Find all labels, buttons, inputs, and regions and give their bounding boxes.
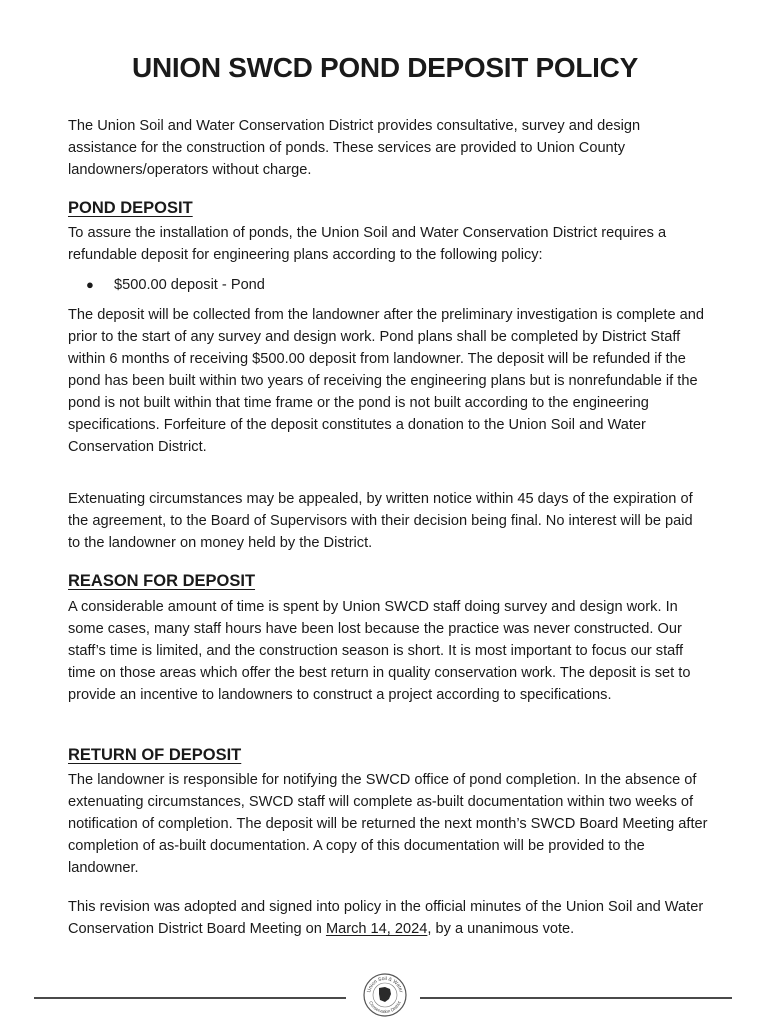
adoption-text-before: This revision was adopted and signed into policy in the official minutes of the Union Soil and Water Conservation District Board Meeting on	[68, 899, 704, 937]
signature-line-right	[420, 997, 732, 999]
intro-paragraph: The Union Soil and Water Conservation District provides consultative, survey and design assistance for the construction of ponds. These services are provided to Union County landowners/operators without charge.	[68, 118, 641, 178]
adoption-paragraph	[68, 896, 708, 940]
deposit-bullet-text: $500.00 deposit - Pond	[114, 277, 265, 293]
adoption-text-after: , by a unanimous vote.	[427, 921, 575, 937]
pond-deposit-paragraph-1: The deposit will be collected from the landowner after the preliminary investigation is complete and prior to the start of any survey and design work. Pond plans shall be completed by District Staff within 6 months of receiving $500.00 deposit from landowner. The deposit will be refunded if the pond has been built within two years of receiving the engineering plans but is nonrefundable if the pond is not built within that time frame or the pond is not built according to the engineering specifications. Forfeiture of the deposit constitutes a donation to the Union Soil and Water Conservation District.	[68, 307, 704, 455]
return-paragraph: The landowner is responsible for notifying the SWCD office of pond completion. In the absence of extenuating circumstances, SWCD staff will complete as-built documentation within two weeks of notification of completion. The deposit will be returned the next month’s SWCD Board Meeting after completion of as-built documentation. A copy of this documentation will be provided to the landowner.	[68, 772, 708, 876]
pond-deposit-text: To assure the installation of ponds, the Union Soil and Water Conservation District requires a refundable deposit for engineering plans according to the following policy:	[68, 225, 667, 263]
pond-deposit-heading: POND DEPOSIT	[68, 199, 193, 217]
bullet-icon: ●	[86, 277, 94, 292]
reason-paragraph: A considerable amount of time is spent by Union SWCD staff doing survey and design work. In some cases, many staff hours have been lost because the practice was never constructed. Our staff’s time is limited, and the construction season is short. It is most important to focus our staff time on those areas which offer the best return in quality conservation work. The deposit is set to provide an incentive to landowners to construct a project according to specifications.	[68, 599, 691, 703]
pond-deposit-paragraph-2: Extenuating circumstances may be appealed, by written notice within 45 days of the expiration of the agreement, to the Board of Supervisors with their decision being final. No interest will be paid to the landowner on money held by the District.	[68, 491, 693, 551]
page-title: UNION SWCD POND DEPOSIT POLICY	[132, 52, 638, 83]
seal-bottom-text: Conservation District	[368, 1000, 402, 1015]
seal-top-text: Union Soil & Water	[366, 975, 404, 994]
deposit-bullet-item	[86, 274, 686, 296]
district-seal-icon	[362, 972, 408, 1018]
signature-line-left	[34, 997, 346, 999]
reason-heading: REASON FOR DEPOSIT	[68, 572, 256, 590]
return-heading: RETURN OF DEPOSIT	[68, 746, 242, 764]
adoption-date: March 14, 2024	[325, 921, 428, 937]
